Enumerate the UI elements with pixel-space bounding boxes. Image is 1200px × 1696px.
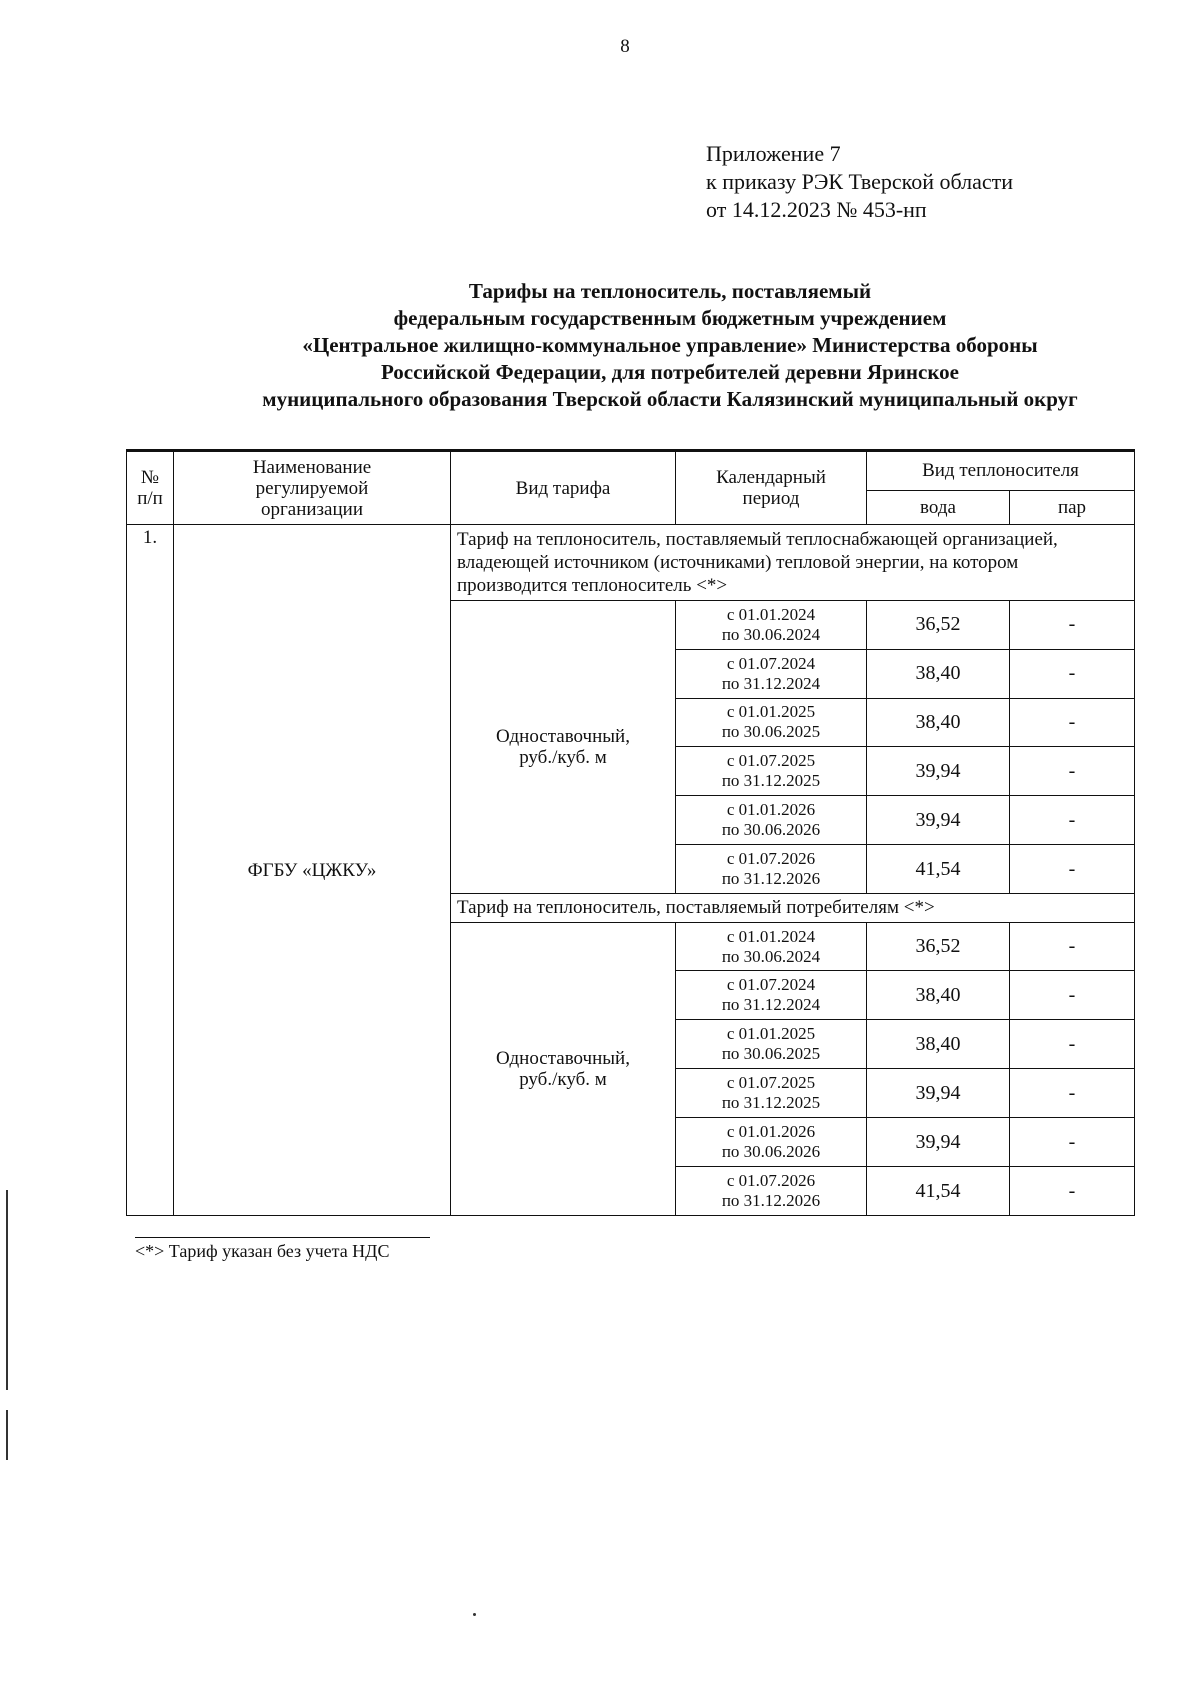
water-value: 38,40 [867, 971, 1010, 1020]
header-number: № п/п [127, 451, 174, 525]
water-value: 38,40 [867, 649, 1010, 698]
footnote: <*> Тариф указан без учета НДС [135, 1241, 390, 1261]
water-value: 39,94 [867, 1069, 1010, 1118]
steam-value: - [1010, 747, 1135, 796]
section-row [127, 525, 1135, 600]
period-cell: с 01.07.2025 по 31.12.2025 [676, 747, 867, 796]
header-steam: пар [1010, 490, 1135, 525]
section-title: Тариф на теплоноситель, поставляемый теплоснабжающей организацией, владеющей источником (источниками) тепловой энергии, на котором производится теплоноситель <*> [451, 525, 1135, 600]
period-cell: с 01.01.2025 по 30.06.2025 [676, 1020, 867, 1069]
page-number: 8 [620, 36, 630, 57]
appendix-reference [706, 140, 1013, 224]
water-value: 36,52 [867, 600, 1010, 649]
steam-value: - [1010, 1167, 1135, 1216]
water-value: 39,94 [867, 796, 1010, 845]
steam-value: - [1010, 922, 1135, 971]
period-cell: с 01.01.2024 по 30.06.2024 [676, 922, 867, 971]
document-title [60, 278, 1200, 413]
title-line: «Центральное жилищно-коммунальное управление» Министерства обороны [302, 333, 1038, 357]
steam-value: - [1010, 971, 1135, 1020]
organization-name: ФГБУ «ЦЖКУ» [174, 525, 451, 1216]
period-cell: с 01.07.2024 по 31.12.2024 [676, 649, 867, 698]
steam-value: - [1010, 1118, 1135, 1167]
tariff-type-cell: Одноставочный, руб./куб. м [451, 922, 676, 1215]
period-cell: с 01.01.2026 по 30.06.2026 [676, 796, 867, 845]
title-line: федеральным государственным бюджетным учреждением [393, 306, 947, 330]
scan-margin-mark [6, 1190, 8, 1390]
period-cell: с 01.01.2025 по 30.06.2025 [676, 698, 867, 747]
header-carrier-type: Вид теплоносителя [867, 451, 1135, 491]
period-cell: с 01.07.2026 по 31.12.2026 [676, 1167, 867, 1216]
scan-dot-mark [473, 1613, 476, 1616]
water-value: 39,94 [867, 1118, 1010, 1167]
header-row [127, 451, 1135, 491]
water-value: 38,40 [867, 698, 1010, 747]
footnote-divider [135, 1237, 430, 1238]
steam-value: - [1010, 698, 1135, 747]
tariff-table [126, 449, 1135, 1216]
appendix-line: Приложение 7 [706, 141, 841, 166]
period-cell: с 01.01.2024 по 30.06.2024 [676, 600, 867, 649]
water-value: 41,54 [867, 845, 1010, 894]
header-period: Календарный период [676, 451, 867, 525]
appendix-line: от 14.12.2023 № 453-нп [706, 197, 927, 222]
title-line: Тарифы на теплоноситель, поставляемый [468, 279, 872, 303]
section-title: Тариф на теплоноситель, поставляемый потребителям <*> [451, 894, 1135, 923]
steam-value: - [1010, 600, 1135, 649]
header-tariff-type: Вид тарифа [451, 451, 676, 525]
appendix-line: к приказу РЭК Тверской области [706, 169, 1014, 194]
scan-margin-mark [6, 1410, 8, 1460]
period-cell: с 01.07.2026 по 31.12.2026 [676, 845, 867, 894]
title-line: муниципального образования Тверской области Калязинский муниципальный округ [262, 387, 1078, 411]
period-cell: с 01.01.2026 по 30.06.2026 [676, 1118, 867, 1167]
water-value: 39,94 [867, 747, 1010, 796]
steam-value: - [1010, 649, 1135, 698]
header-organization: Наименование регулируемой организации [174, 451, 451, 525]
title-line: Российской Федерации, для потребителей деревни Яринское [381, 360, 959, 384]
steam-value: - [1010, 1069, 1135, 1118]
row-number: 1. [127, 525, 174, 1216]
tariff-type-cell: Одноставочный, руб./куб. м [451, 600, 676, 893]
header-water: вода [867, 490, 1010, 525]
period-cell: с 01.07.2024 по 31.12.2024 [676, 971, 867, 1020]
steam-value: - [1010, 796, 1135, 845]
water-value: 38,40 [867, 1020, 1010, 1069]
period-cell: с 01.07.2025 по 31.12.2025 [676, 1069, 867, 1118]
water-value: 41,54 [867, 1167, 1010, 1216]
steam-value: - [1010, 845, 1135, 894]
steam-value: - [1010, 1020, 1135, 1069]
water-value: 36,52 [867, 922, 1010, 971]
